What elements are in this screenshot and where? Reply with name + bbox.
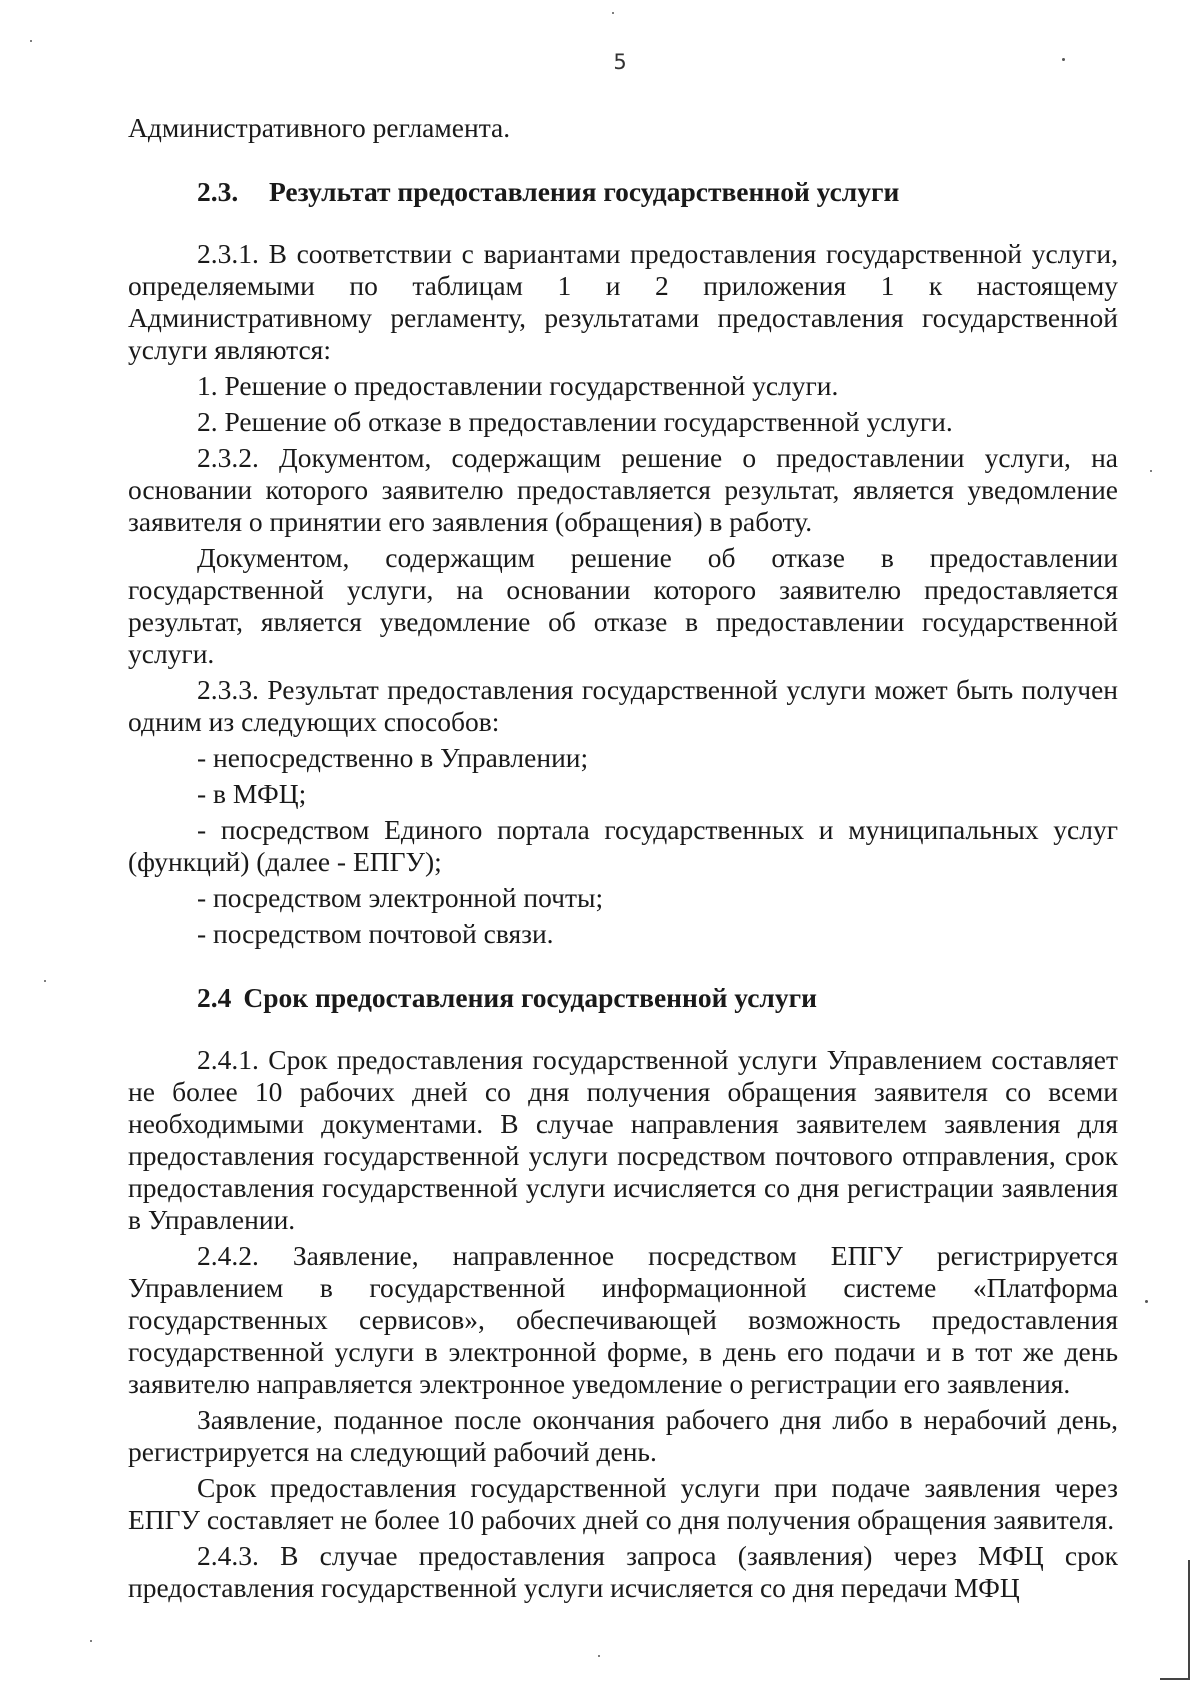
paragraph-2-3-1: 2.3.1. В соответствии с вариантами предоставления государственной услуги, определяемыми по таблицам 1 и 2 приложения 1 к настоящему Административному регламенту, результатами предоставления государственной услуги являются:: [128, 238, 1118, 365]
document-body: [128, 112, 1118, 1604]
paragraph-2-4-2-nonworking: Заявление, поданное после окончания рабочего дня либо в нерабочий день, регистрируется на следующий рабочий день.: [128, 1404, 1118, 1467]
scan-speck: [90, 1640, 92, 1642]
scan-speck: [1150, 470, 1152, 472]
scan-speck: [44, 980, 46, 982]
way-item: - в МФЦ;: [197, 778, 307, 809]
scan-speck: [30, 40, 32, 42]
way-item: - посредством Единого портала государственных и муниципальных услуг (функций) (далее - ЕПГУ);: [128, 814, 1118, 877]
scan-speck: [598, 1655, 600, 1657]
page-number: 5: [613, 50, 627, 74]
result-item-2: 2. Решение об отказе в предоставлении государственной услуги.: [197, 406, 953, 437]
way-item: - посредством почтовой связи.: [197, 918, 554, 949]
intro-line: Административного регламента.: [128, 112, 511, 143]
section-2-3-number: 2.3.: [197, 176, 239, 207]
paragraph-2-3-3: 2.3.3. Результат предоставления государственной услуги может быть получен одним из следующих способов:: [128, 674, 1118, 737]
result-item-1: 1. Решение о предоставлении государственной услуги.: [197, 370, 839, 401]
section-2-4-heading: [128, 982, 1118, 1014]
scan-speck: [1062, 58, 1065, 61]
section-2-3-title: Результат предоставления государственной услуги: [269, 176, 900, 207]
section-2-3-heading: [128, 176, 1118, 208]
paragraph-2-3-2: 2.3.2. Документом, содержащим решение о предоставлении услуги, на основании которого заявителю предоставляется результат, является уведомление заявителя о принятии его заявления (обращения) в работу.: [128, 442, 1118, 537]
paragraph-2-4-2-epgu-term: Срок предоставления государственной услуги при подаче заявления через ЕПГУ составляет не более 10 рабочих дней со дня получения обращения заявителя.: [128, 1472, 1118, 1535]
way-item: - непосредственно в Управлении;: [197, 742, 589, 773]
paragraph-2-4-2: 2.4.2. Заявление, направленное посредством ЕПГУ регистрируется Управлением в государственной информационной системе «Платформа государственных сервисов», обеспечивающей возможность предоставления государственной услуги в электронной форме, в день его подачи и в тот же день заявителю направляется электронное уведомление о регистрации его заявления.: [128, 1240, 1118, 1399]
paragraph-2-4-3: 2.4.3. В случае предоставления запроса (заявления) через МФЦ срок предоставления государственной услуги исчисляется со дня передачи МФЦ: [128, 1540, 1118, 1603]
way-item: - посредством электронной почты;: [197, 882, 604, 913]
paragraph-2-4-1: 2.4.1. Срок предоставления государственной услуги Управлением составляет не более 10 рабочих дней со дня получения обращения заявителя со всеми необходимыми документами. В случае направления заявителем заявления для предоставления государственной услуги посредством почтового отправления, срок предоставления государственной услуги исчисляется со дня регистрации заявления в Управлении.: [128, 1044, 1118, 1235]
paragraph-2-3-2-refusal: Документом, содержащим решение об отказе в предоставлении государственной услуги, на основании которого заявителю предоставляется результат, является уведомление об отказе в предоставлении государственной услуги.: [128, 542, 1118, 669]
section-2-4-number: 2.4: [197, 982, 232, 1013]
scan-edge-mark: [1188, 1560, 1190, 1680]
scan-speck: [612, 12, 614, 14]
section-2-4-title: Срок предоставления государственной услуги: [243, 982, 817, 1013]
scan-edge-mark: [1160, 1678, 1190, 1680]
scan-speck: [1145, 1300, 1148, 1303]
